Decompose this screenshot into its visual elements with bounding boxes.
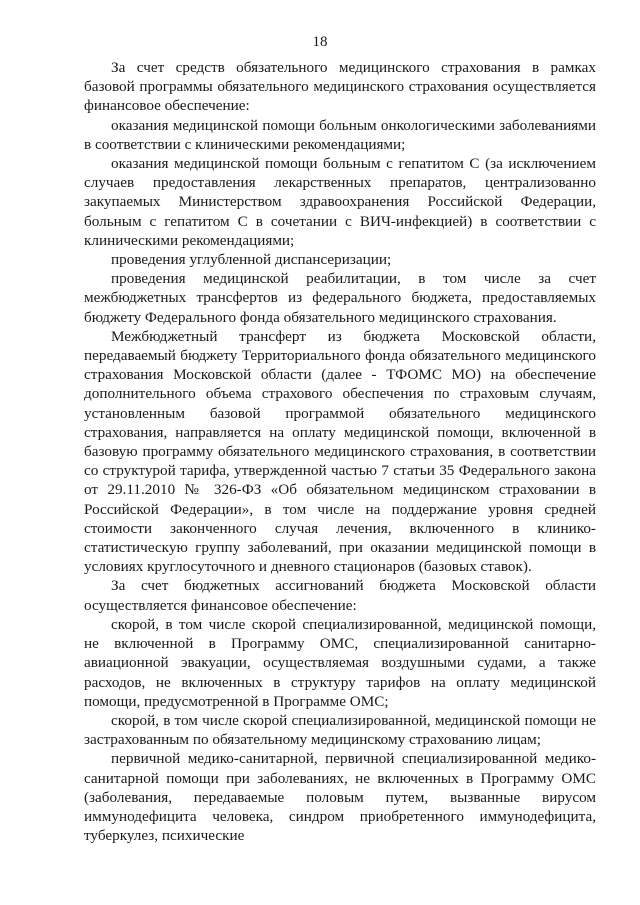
paragraph-oms-financing-intro: За счет средств обязательного медицинского страхования в рамках базовой программы обязательного медицинского страхования осуществляется финансовое обеспечение: <box>84 59 596 115</box>
document-body <box>84 58 596 845</box>
paragraph-emergency-uninsured: скорой, в том числе скорой специализированной, медицинской помощи не застрахованным по обязательному медицинскому страхованию лицам; <box>84 711 596 749</box>
paragraph-interbudget-transfer: Межбюджетный трансферт из бюджета Московской области, передаваемый бюджету Территориального фонда обязательного медицинского страхования Московской области (далее - ТФОМС МО) на обеспечение дополнительного объема страхового обеспечения по страховым случаям, установленным базовой программой обязательного медицинского страхования, направляется на оплату медицинской помощи, включенной в базовую программу обязательного медицинского страхования, в соответствии со структурой тарифа, утвержденной частью 7 статьи 35 Федерального закона от 29.11.2010 № 326-ФЗ «Об обязательном медицинском страховании в Российской Федерации», в том числе на поддержание уровня средней стоимости законченного случая лечения, включенного в клинико-статистическую группу заболеваний, при оказании медицинской помощи в условиях круглосуточного и дневного стационаров (базовых ставок). <box>84 327 596 576</box>
paragraph-hepatitis-c-care: оказания медицинской помощи больным с гепатитом С (за исключением случаев предоставления лекарственных препаратов, централизованно закупаемых Министерством здравоохранения Российской Федерации, больным с гепатитом С в сочетании с ВИЧ-инфекцией) в соответствии с клиническими рекомендациями; <box>84 155 596 249</box>
page-number: 18 <box>312 34 328 50</box>
paragraph-regional-budget-intro: За счет бюджетных ассигнований бюджета Московской области осуществляется финансовое обеспечение: <box>84 577 596 614</box>
paragraph-medical-rehabilitation: проведения медицинской реабилитации, в том числе за счет межбюджетных трансфертов из федерального бюджета, предоставляемых бюджету Федерального фонда обязательного медицинского страхования. <box>84 270 596 326</box>
paragraph-primary-care: первичной медико-санитарной, первичной специализированной медико-санитарной помощи при заболеваниях, не включенных в Программу ОМС (заболевания, передаваемые половым путем, вызванные вирусом иммунодефицита человека, синдром приобретенного иммунодефицита, туберкулез, психические <box>84 750 596 845</box>
paragraph-in-depth-dispensary: проведения углубленной диспансеризации; <box>111 251 392 269</box>
paragraph-oncology-care: оказания медицинской помощи больным онкологическими заболеваниями в соответствии с клиническими рекомендациями; <box>84 116 596 153</box>
paragraph-emergency-care: скорой, в том числе скорой специализированной, медицинской помощи, не включенной в Программу ОМС, специализированной санитарно-авиационной эвакуации, осуществляемая воздушными судами, а также расходов, не включенных в структуру тарифов на оплату медицинской помощи, предусмотренной в Программе ОМС; <box>84 615 596 710</box>
